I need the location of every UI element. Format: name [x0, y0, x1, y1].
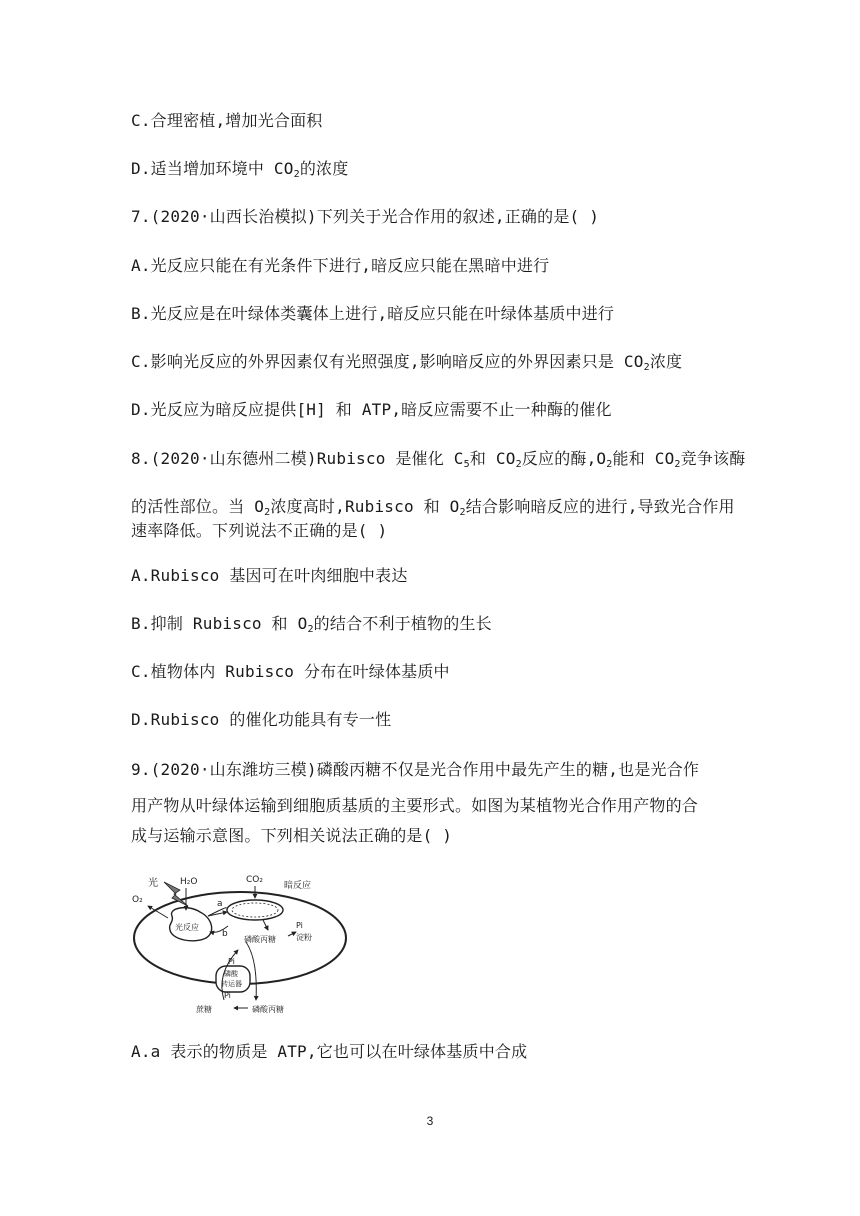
label-co2: CO₂	[246, 875, 263, 885]
text-line-q9a: A.a 表示的物质是 ATP,它也可以在叶绿体基质中合成	[131, 1042, 528, 1061]
text-line-q9-2: 用产物从叶绿体运输到细胞质基质的主要形式。如图为某植物光合作用产物的合	[131, 796, 699, 815]
label-pi-inner: Pi	[296, 921, 303, 930]
text-line-q8a: A.Rubisco 基因可在叶肉细胞中表达	[131, 566, 408, 585]
text-line-q8d: D.Rubisco 的催化功能具有专一性	[131, 710, 392, 729]
label-transporter-1: 磷酸	[224, 970, 238, 978]
label-a: a	[217, 899, 223, 909]
text-line-q7c: C.影响光反应的外界因素仅有光照强度,影响暗反应的外界因素只是 $CO_2$浓度	[131, 352, 683, 373]
text-line-q7a: A.光反应只能在有光条件下进行,暗反应只能在黑暗中进行	[131, 256, 550, 275]
label-light-reaction: 光反应	[175, 923, 199, 932]
label-light: 光	[148, 878, 158, 889]
subscript: 2	[606, 459, 613, 470]
label-b: b	[222, 929, 228, 939]
label-transporter-2: 转运器	[221, 980, 242, 988]
label-sucrose: 蔗糖	[196, 1005, 212, 1014]
text-line-q7: 7.(2020·山西长治模拟)下列关于光合作用的叙述,正确的是( )	[131, 207, 600, 226]
subscript: 2	[515, 459, 522, 470]
text-line-q8-3: 速率降低。下列说法不正确的是( )	[131, 521, 388, 540]
label-triose-inner: 磷酸丙糖	[244, 935, 276, 944]
label-starch: 淀粉	[296, 933, 312, 942]
label-triose-outer: 磷酸丙糖	[252, 1005, 284, 1014]
text-line-q8b: B.抑制 Rubisco 和 $O_2$的结合不利于植物的生长	[131, 614, 492, 635]
label-dark-reaction: 暗反应	[284, 881, 312, 891]
text-line-q8c: C.植物体内 Rubisco 分布在叶绿体基质中	[131, 662, 450, 681]
subscript: 2	[674, 459, 681, 470]
label-o2: O₂	[132, 895, 143, 905]
subscript: 5	[463, 459, 470, 470]
text-line-q7b: B.光反应是在叶绿体类囊体上进行,暗反应只能在叶绿体基质中进行	[131, 304, 615, 323]
label-pi-transporter: Pi	[228, 957, 235, 966]
text-line-q8-2: 的活性部位。当 $O_2$浓度高时,Rubisco 和 $O_2$结合影响暗反应的进行,导致光合作用	[131, 497, 735, 518]
subscript: 2	[264, 507, 271, 518]
text-line-q6c: C.合理密植,增加光合面积	[131, 111, 323, 130]
text-line-q9-1: 9.(2020·山东潍坊三模)磷酸丙糖不仅是光合作用中最先产生的糖,也是光合作	[131, 760, 700, 779]
photosynthesis-diagram	[128, 870, 353, 1020]
subscript: 2	[293, 169, 300, 180]
subscript: 2	[643, 362, 650, 373]
label-h2o: H₂O	[180, 877, 198, 887]
text-line-q8-1: 8.(2020·山东德州二模)Rubisco 是催化 $C_5$和 $CO_2$反应的酶$,O_2$能和 $CO_2$竞争该酶	[131, 449, 746, 470]
subscript: 2	[307, 624, 314, 635]
page-number: 3	[426, 1114, 434, 1128]
text-line-q6d: D.适当增加环境中 $CO_2$的浓度	[131, 159, 349, 180]
text-line-q7d: D.光反应为暗反应提供[H] 和 ATP,暗反应需要不止一种酶的催化	[131, 400, 612, 419]
label-pi-outer: Pi	[224, 991, 231, 1000]
subscript: 2	[459, 507, 466, 518]
text-line-q9-3: 成与运输示意图。下列相关说法正确的是( )	[131, 826, 453, 845]
